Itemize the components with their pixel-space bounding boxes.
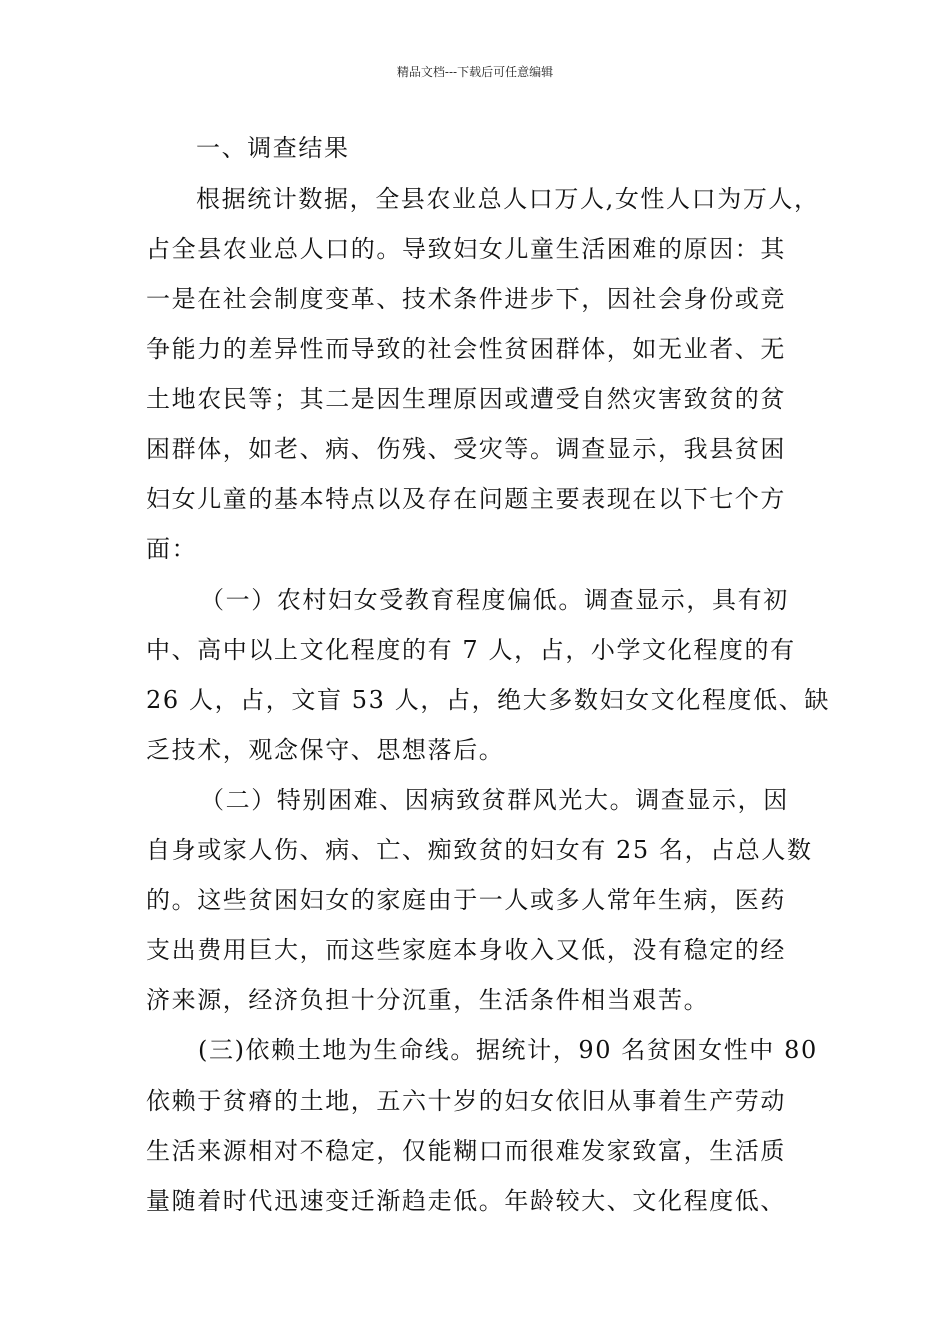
text-line: 根据统计数据，全县农业总人口万人,女性人口为万人，: [196, 185, 820, 213]
text-line: 一是在社会制度变革、技术条件进步下，因社会身份或竞: [146, 285, 786, 313]
text-line: 面：: [146, 535, 198, 563]
text-line: 中、高中以上文化程度的有 7 人，占，小学文化程度的有: [146, 636, 796, 664]
text-line: 土地农民等；其二是因生理原因或遭受自然灾害致贫的贫: [146, 385, 786, 413]
text-line: 济来源，经济负担十分沉重，生活条件相当艰苦。: [146, 986, 710, 1014]
section-heading: 一、调查结果: [196, 134, 350, 162]
text-line: （一）农村妇女受教育程度偏低。调查显示，具有初: [200, 586, 789, 614]
text-line: 依赖于贫瘠的土地，五六十岁的妇女依旧从事着生产劳动: [146, 1087, 786, 1115]
text-line: 占全县农业总人口的。导致妇女儿童生活困难的原因：其: [146, 235, 786, 263]
text-line: 的。这些贫困妇女的家庭由于一人或多人常年生病，医药: [146, 886, 786, 914]
text-line: 26 人，占，文盲 53 人，占，绝大多数妇女文化程度低、缺: [146, 686, 830, 714]
page-header: 精品文档---下载后可任意编辑: [396, 65, 554, 79]
text-line: 生活来源相对不稳定，仅能糊口而很难发家致富，生活质: [146, 1137, 786, 1165]
text-line: 自身或家人伤、病、亡、痴致贫的妇女有 25 名，占总人数: [146, 836, 813, 864]
text-line: 支出费用巨大，而这些家庭本身收入又低，没有稳定的经: [146, 936, 786, 964]
text-line: 乏技术，观念保守、思想落后。: [146, 736, 505, 764]
text-line: 困群体，如老、病、伤残、受灾等。调查显示，我县贫困: [146, 435, 786, 463]
text-line: （二）特别困难、因病致贫群风光大。调查显示，因: [200, 786, 789, 814]
text-line: (三)依赖土地为生命线。据统计，90 名贫困女性中 80: [198, 1036, 818, 1064]
text-line: 量随着时代迅速变迁渐趋走低。年龄较大、文化程度低、: [146, 1187, 786, 1215]
text-line: 争能力的差异性而导致的社会性贫困群体，如无业者、无: [146, 335, 786, 363]
text-line: 妇女儿童的基本特点以及存在问题主要表现在以下七个方: [146, 485, 786, 513]
